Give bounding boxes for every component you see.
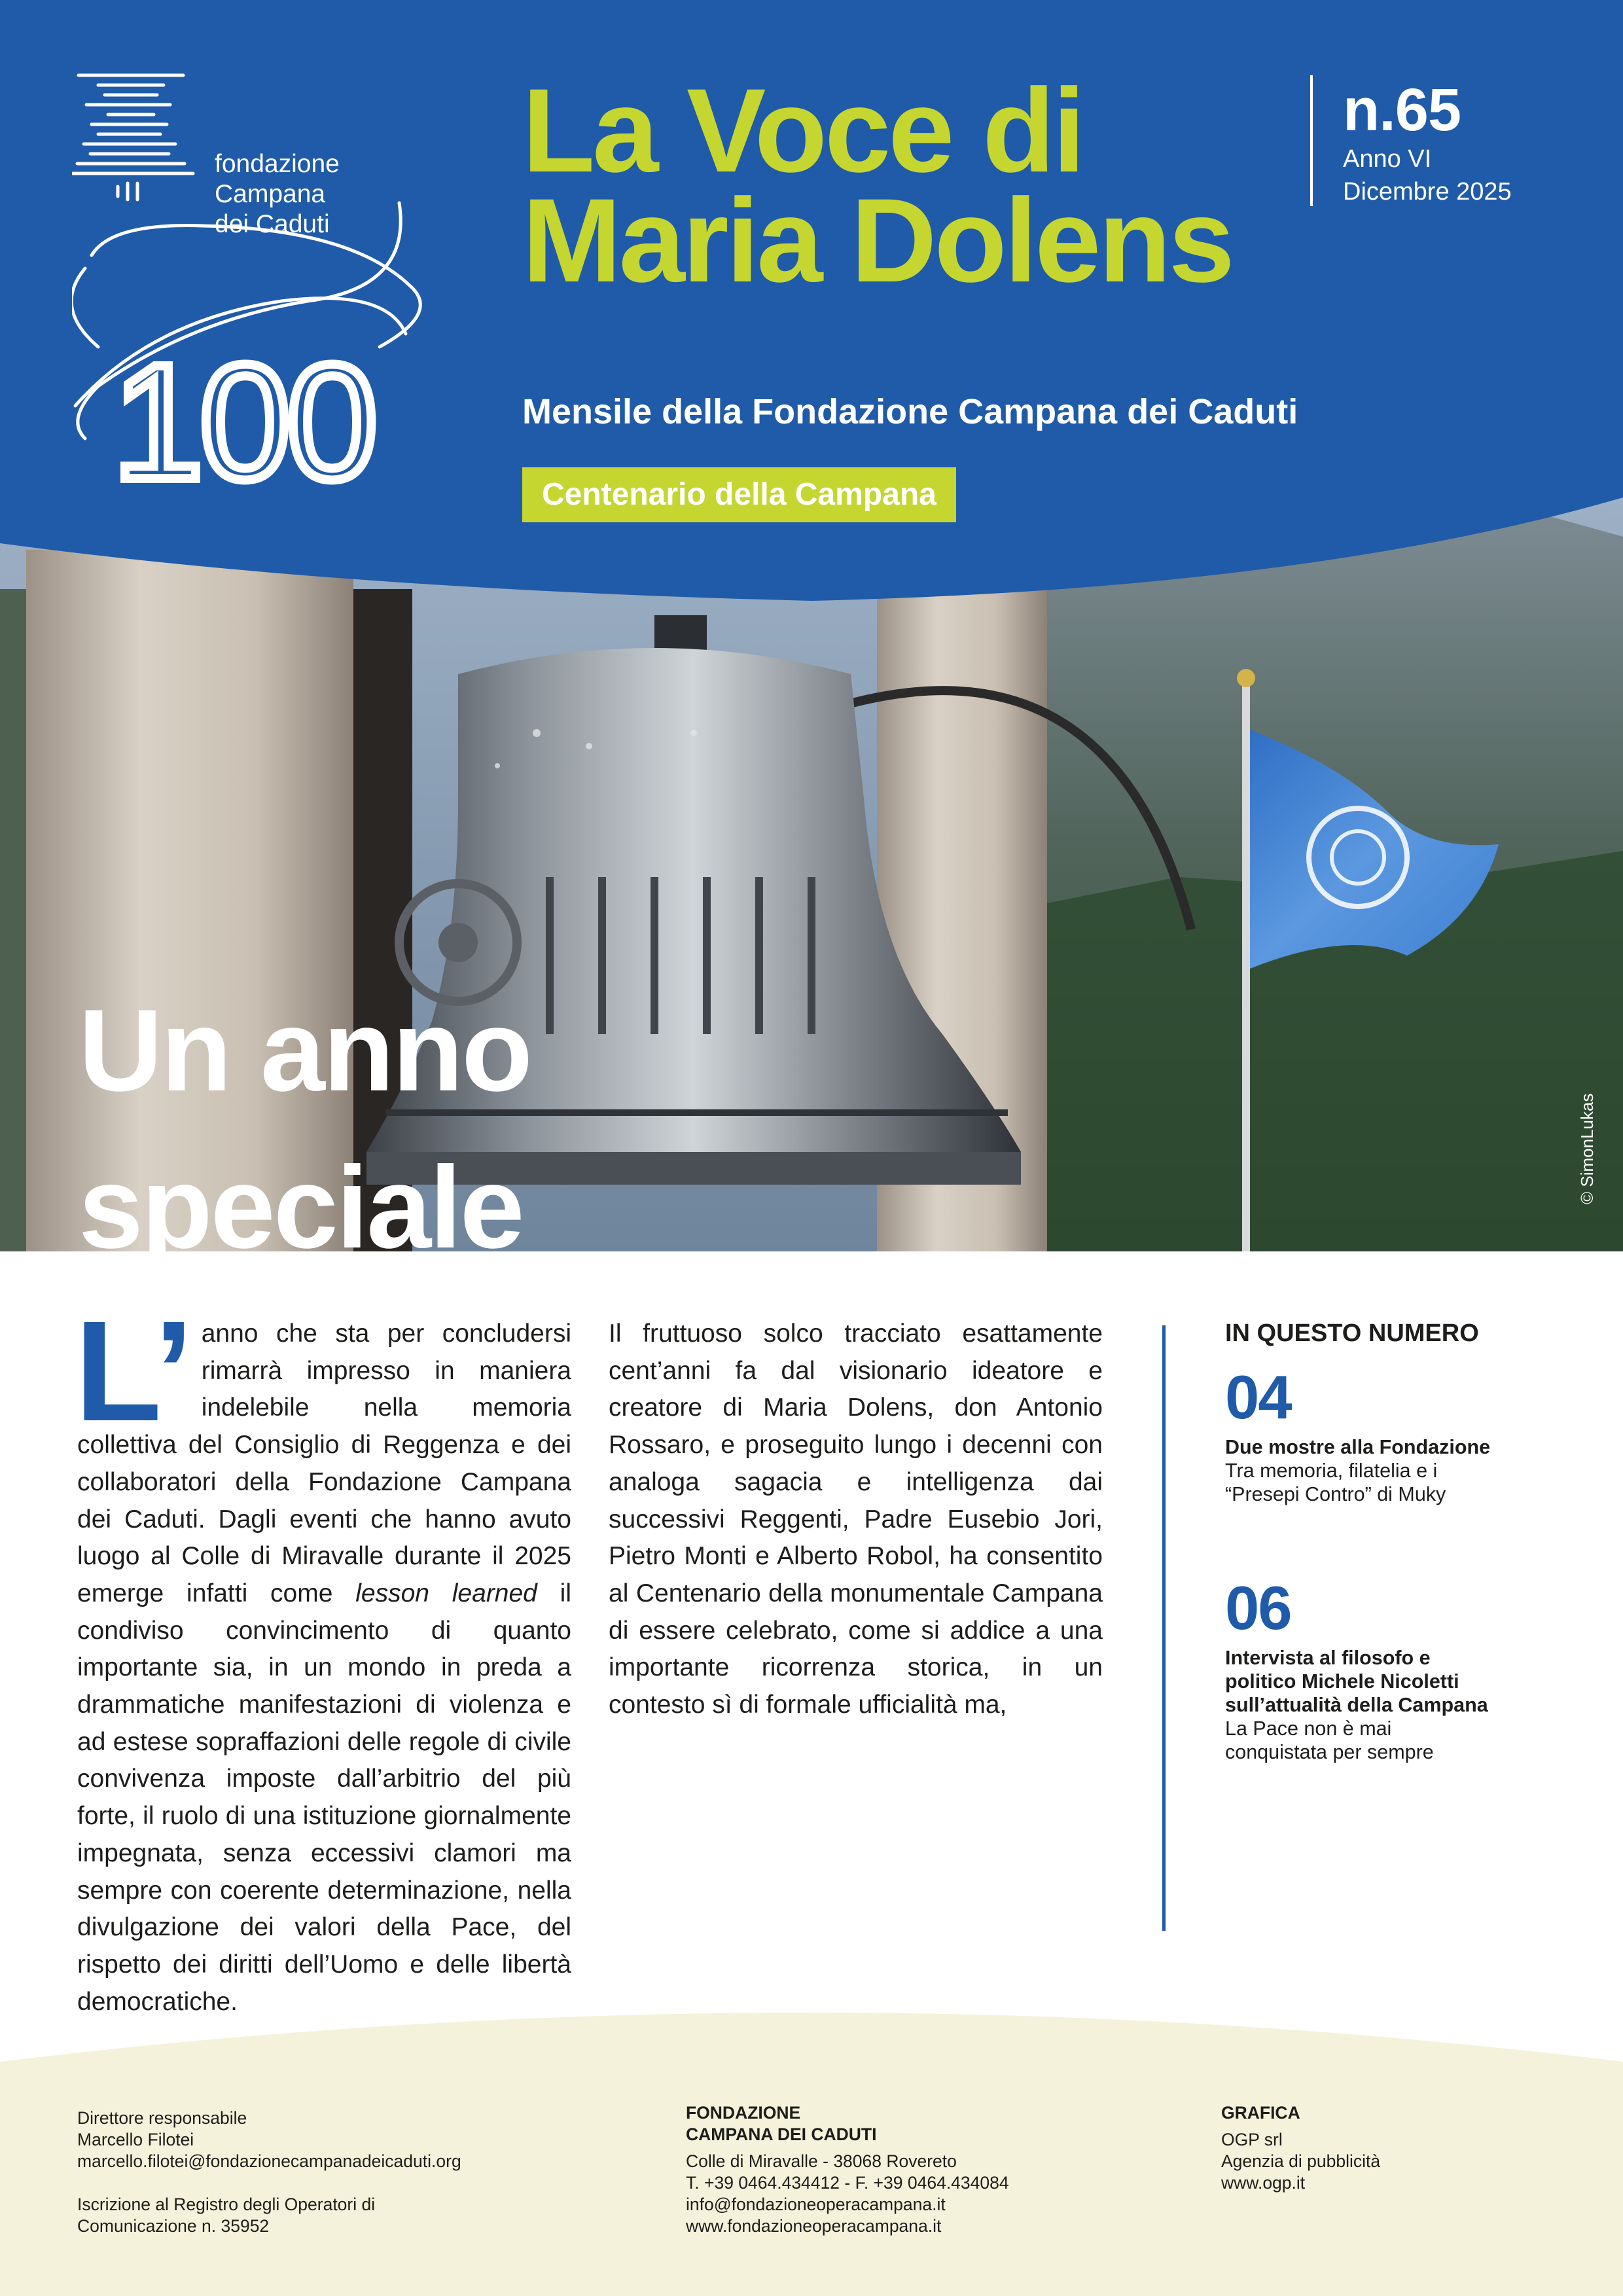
registration-line-1: Iscrizione al Registro degli Operatori di [77, 2195, 376, 2214]
editor-email-link[interactable]: marcello.filotei@fondazionecampanadeicaduti.org [77, 2151, 461, 2171]
article-text: anno che sta per concludersi rimarrà impresso in maniera indelebile nella memoria collettiva del Consiglio di Reggenza e dei collaboratori della Fondazione Campana dei Caduti. Dagli eventi che hanno avuto luogo al Colle di Miravalle durante il 2025 emerge infatti come [77, 1319, 571, 1607]
article-emphasis: lesson learned [355, 1579, 537, 1607]
foundation-address: Colle di Miravalle - 38068 Rovereto [686, 2151, 957, 2171]
article-text-cont: il condiviso convincimento di quanto importante sia, in un mondo in preda a drammatiche manifestazioni di violenza e ad estese sopraffazioni delle regole di civile convivenza imposte dall’arbitrio del più forte, il ruolo di una istituzione giornalmente impegnata, senza eccessivi clamori ma sempre con coerente determinazione, nella divulgazione dei valori della Pace, del rispetto dei diritti dell’Uomo e delle libertà democratiche. [77, 1579, 572, 2016]
graphics-company: OGP srl [1221, 2130, 1283, 2149]
toc-desc: Tra memoria, filatelia e i [1225, 1460, 1438, 1482]
foundation-title-1: FONDAZIONE [686, 2103, 801, 2123]
foundation-email-link[interactable]: info@fondazioneoperacampana.it [686, 2195, 946, 2214]
toc-page-number: 06 [1225, 1573, 1291, 1642]
editor-name: Marcello Filotei [77, 2130, 194, 2149]
footer-editor [77, 2108, 461, 2237]
toc-title: Due mostre alla Fondazione [1225, 1436, 1491, 1458]
editor-label: Direttore responsabile [77, 2108, 247, 2128]
foundation-phone: T. +39 0464.434412 - F. +39 0464.434084 [686, 2173, 1009, 2193]
photo-credit: © SimonLukas [1577, 1093, 1597, 1204]
article-paragraph-2: Il fruttuoso solco tracciato esattamente cent’anni fa dal visionario ideatore e creatore di Maria Dolens, don Antonio Rossaro, e proseguito lungo i decenni con analoga sagacia e intelligenza dai successivi Reggenti, Padre Eusebio Jori, Pietro Monti e Alberto Robol, ha consentito al Centenario della monumentale Campana di essere celebrato, come si addice a una importante ricorrenza storica, in un contesto sì di formale ufficialità ma, [609, 1319, 1103, 1719]
hero-headline [79, 972, 531, 1286]
hero-headline-line-2: speciale [79, 1142, 523, 1272]
masthead-title [522, 63, 1232, 307]
graphics-website-link[interactable]: www.ogp.it [1221, 2173, 1306, 2193]
issue-info [1343, 77, 1512, 208]
drop-cap: L’ [75, 1292, 194, 1451]
masthead-divider [1310, 75, 1313, 206]
centenary-number: 100 [113, 331, 374, 513]
logo-line-3: dei Caduti [215, 210, 330, 238]
toc-desc: conquistata per sempre [1225, 1741, 1434, 1763]
logo-text [215, 149, 340, 240]
foundation-logo [72, 72, 438, 543]
foundation-title-2: CAMPANA DEI CADUTI [686, 2125, 877, 2144]
toc-title: Intervista al filosofo e [1225, 1647, 1431, 1669]
logo-line-2: Campana [215, 180, 326, 208]
toc-page-number: 04 [1225, 1363, 1291, 1431]
masthead-subtitle: Mensile della Fondazione Campana dei Caduti [522, 392, 1298, 431]
section-tag: Centenario della Campana [522, 467, 956, 522]
toc-item[interactable] [1225, 1363, 1552, 1506]
graphics-description: Agenzia di pubblicità [1221, 2151, 1381, 2171]
toc-title: sull’attualità della Campana [1225, 1694, 1488, 1716]
footer-foundation [686, 2102, 1009, 2237]
registration-line-2: Comunicazione n. 35952 [77, 2216, 270, 2236]
sidebar-rule [1162, 1325, 1166, 1931]
toc-desc: “Presepi Contro” di Muky [1225, 1483, 1446, 1505]
toc-item[interactable] [1225, 1573, 1552, 1764]
article-column-1 [75, 1292, 572, 2020]
logo-line-1: fondazione [215, 150, 340, 178]
sidebar-heading: IN QUESTO NUMERO [1225, 1319, 1479, 1347]
issue-number: n.65 [1343, 77, 1461, 143]
graphics-title: GRAFICA [1221, 2103, 1300, 2123]
toc-desc: La Pace non è mai [1225, 1717, 1392, 1740]
masthead-line-2: Maria Dolens [522, 173, 1232, 307]
footer-graphics [1221, 2102, 1380, 2194]
article-column-2 [609, 1316, 1103, 1750]
toc-title: politico Michele Nicoletti [1225, 1670, 1459, 1693]
issue-date: Dicembre 2025 [1343, 178, 1512, 206]
hero-headline-line-1: Un anno [79, 985, 531, 1115]
masthead-line-1: La Voce di [522, 63, 1083, 197]
in-this-issue [1225, 1319, 1552, 1835]
issue-year: Anno VI [1343, 145, 1432, 173]
foundation-website-link[interactable]: www.fondazioneoperacampana.it [686, 2216, 942, 2236]
